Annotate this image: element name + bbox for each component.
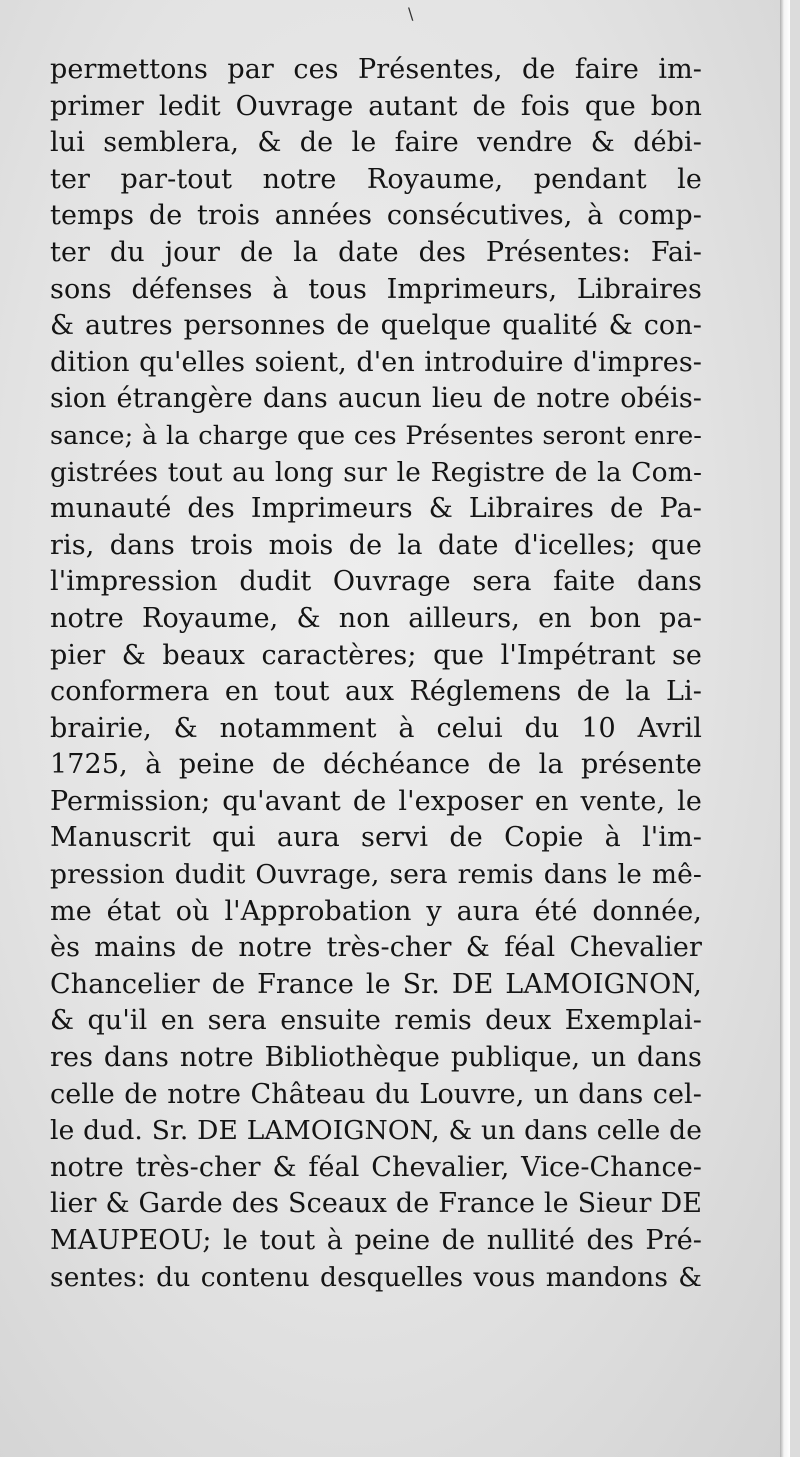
ink-mark: \ <box>408 4 414 23</box>
text-line: MAUPEOU; le tout à peine de nullité des Pré- <box>50 1225 702 1256</box>
text-line: Manuscrit qui aura servi de Copie à l'im- <box>50 822 702 854</box>
text-line: 1725, à peine de déchéance de la présente <box>50 749 702 781</box>
body-text <box>50 52 702 1296</box>
text-line: ès mains de notre très-cher & féal Chevalier <box>50 932 702 964</box>
text-line: l'impression dudit Ouvrage sera faite dans <box>50 566 702 598</box>
text-line: munauté des Imprimeurs & Libraires de Pa- <box>50 493 702 525</box>
page-edge <box>780 0 790 1457</box>
text-line: pression dudit Ouvrage, sera remis dans le mê- <box>50 859 702 891</box>
text-line: conformera en tout aux Réglemens de la Li- <box>50 676 702 708</box>
text-line: le dud. Sr. DE LAMOIGNON, & un dans celle de <box>50 1115 702 1147</box>
text-line: dition qu'elles soient, d'en introduire d'impres- <box>50 346 702 378</box>
text-line: pier & beaux caractères; que l'Impétrant se <box>50 639 702 671</box>
text-line: temps de trois années consécutives, à comp- <box>50 200 702 232</box>
text-line: ter du jour de la date des Présentes: Fai- <box>50 236 702 268</box>
text-line: brairie, & notamment à celui du 10 Avril <box>50 712 702 744</box>
text-line: lui semblera, & de le faire vendre & débi- <box>50 127 702 159</box>
text-line: ris, dans trois mois de la date d'icelles; que <box>50 529 702 561</box>
text-line: gistrées tout au long sur le Registre de la Com- <box>50 456 702 488</box>
text-line: lier & Garde des Sceaux de France le Sieur DE <box>50 1188 702 1220</box>
text-line: permettons par ces Présentes, de faire im- <box>50 54 702 85</box>
text-line: primer ledit Ouvrage autant de fois que bon <box>50 90 702 122</box>
text-line: sance; à la charge que ces Présentes seront enre- <box>50 420 702 451</box>
text-line: & qu'il en sera ensuite remis deux Exemplai- <box>50 1005 702 1037</box>
text-line: Permission; qu'avant de l'exposer en vente, le <box>50 785 702 817</box>
text-line: celle de notre Château du Louvre, un dans cel- <box>50 1078 702 1110</box>
text-line: sentes: du contenu desquelles vous mandons & <box>50 1261 702 1293</box>
text-line: me état où l'Approbation y aura été donnée, <box>50 895 702 927</box>
text-line: & autres personnes de quelque qualité & con- <box>50 310 702 342</box>
text-line: sion étrangère dans aucun lieu de notre obéis- <box>50 383 702 415</box>
text-line: res dans notre Bibliothèque publique, un dans <box>50 1042 702 1074</box>
text-line: notre très-cher & féal Chevalier, Vice-Chance- <box>50 1151 702 1183</box>
text-line: ter par-tout notre Royaume, pendant le <box>50 163 702 195</box>
text-line: notre Royaume, & non ailleurs, en bon pa- <box>50 602 702 634</box>
text-line: sons défenses à tous Imprimeurs, Libraires <box>50 273 702 305</box>
text-line: Chancelier de France le Sr. DE LAMOIGNON, <box>50 968 702 1000</box>
